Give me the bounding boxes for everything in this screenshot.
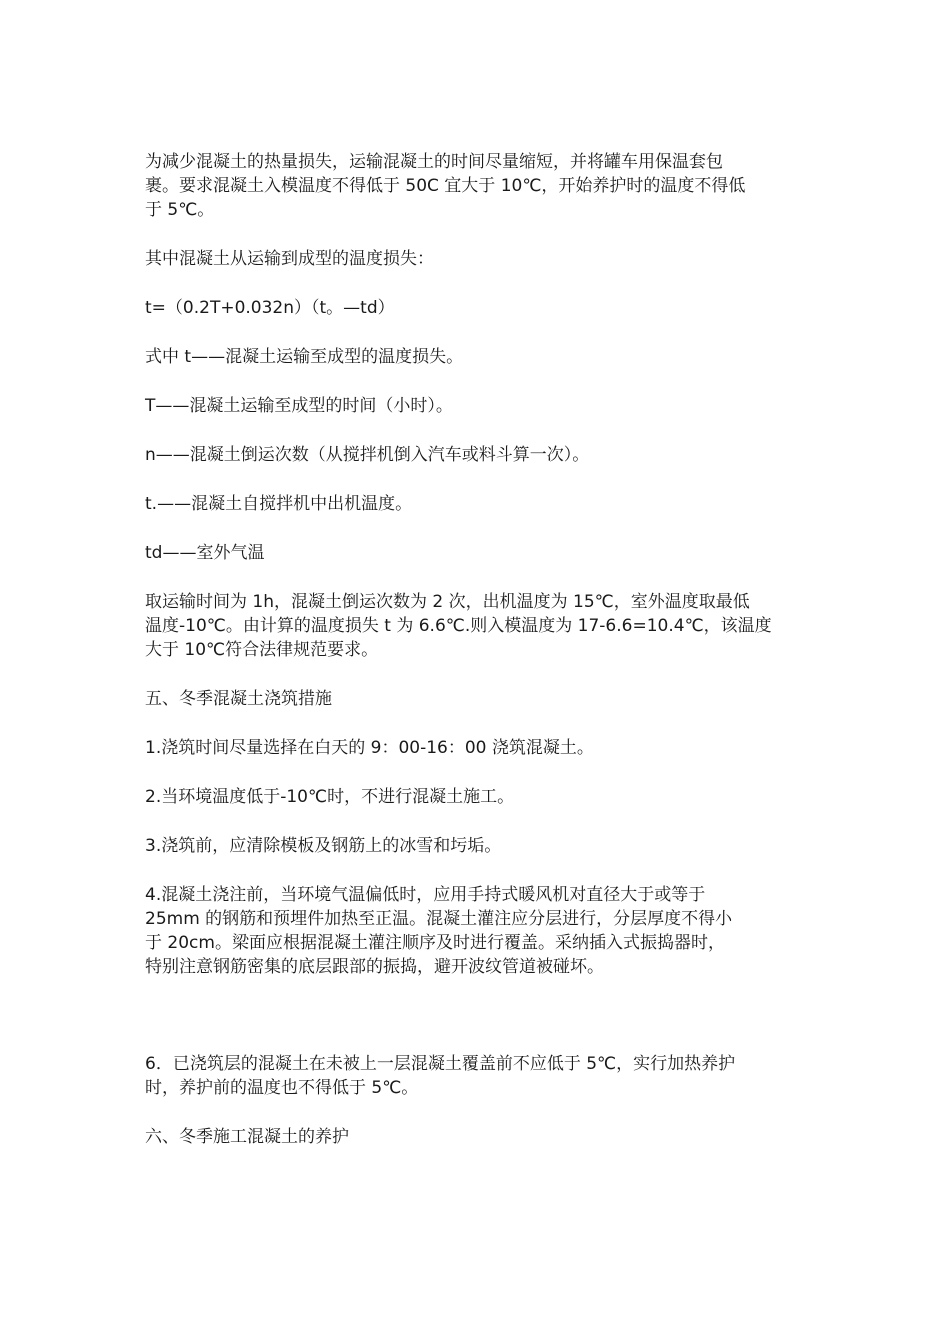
paragraph-definition-t — [145, 345, 810, 369]
text-line: n——混凝土倒运次数（从搅拌机倒入汽车或料斗算一次）。 — [145, 445, 590, 465]
text-line: 特别注意钢筋密集的底层跟部的振捣，避开波纹管道被碰坏。 — [145, 957, 604, 977]
list-item-2 — [145, 785, 810, 809]
text-line: 4.混凝土浇注前，当环境气温偏低时，应用手持式暖风机对直径大于或等于 — [145, 885, 706, 905]
paragraph-definition-td — [145, 541, 810, 565]
text-line: T——混凝土运输至成型的时间（小时）。 — [145, 396, 453, 416]
list-item-3 — [145, 834, 810, 858]
document-body — [145, 150, 810, 1174]
text-line: td——室外气温 — [145, 543, 265, 563]
paragraph-temperature-loss-intro — [145, 247, 810, 271]
paragraph-concrete-heat-loss — [145, 150, 810, 222]
text-line: 3.浇筑前，应清除模板及钢筋上的冰雪和圬垢。 — [145, 836, 502, 856]
text-line: 2.当环境温度低于-10℃时，不进行混凝土施工。 — [145, 787, 515, 807]
section-heading-6 — [145, 1125, 810, 1149]
list-item-6 — [145, 1052, 810, 1100]
text-line: 裹。要求混凝土入模温度不得低于 50C 宜大于 10℃，开始养护时的温度不得低 — [145, 176, 746, 196]
list-item-4 — [145, 883, 810, 979]
text-line: 取运输时间为 1h，混凝土倒运次数为 2 次，出机温度为 15℃，室外温度取最低 — [145, 592, 750, 612]
heading-text: 五、冬季混凝土浇筑措施 — [145, 689, 332, 709]
text-line: 为减少混凝土的热量损失，运输混凝土的时间尽量缩短，并将罐车用保温套包 — [145, 152, 723, 172]
text-line: t.——混凝土自搅拌机中出机温度。 — [145, 494, 413, 514]
paragraph-definition-t0 — [145, 492, 810, 516]
text-line: 式中 t——混凝土运输至成型的温度损失。 — [145, 347, 464, 367]
paragraph-calculation — [145, 590, 810, 662]
text-line: 1.浇筑时间尽量选择在白天的 9：00-16：00 浇筑混凝土。 — [145, 738, 594, 758]
text-line: 大于 10℃符合法律规范要求。 — [145, 640, 379, 660]
formula-text: t=（0.2T+0.032n）（t。—td） — [145, 298, 395, 318]
list-item-1 — [145, 736, 810, 760]
section-heading-5 — [145, 687, 810, 711]
blank-space — [145, 1004, 810, 1052]
text-line: 时，养护前的温度也不得低于 5℃。 — [145, 1078, 419, 1098]
text-line: 6．已浇筑层的混凝土在未被上一层混凝土覆盖前不应低于 5℃，实行加热养护 — [145, 1054, 736, 1074]
text-line: 其中混凝土从运输到成型的温度损失： — [145, 249, 434, 269]
text-line: 25mm 的钢筋和预埋件加热至正温。混凝土灌注应分层进行，分层厚度不得小 — [145, 909, 733, 929]
text-line: 于 5℃。 — [145, 200, 215, 220]
text-line: 于 20cm。梁面应根据混凝土灌注顺序及时进行覆盖。采纳插入式振捣器时， — [145, 933, 725, 953]
paragraph-definition-T — [145, 394, 810, 418]
text-line: 温度-10℃。由计算的温度损失 t 为 6.6℃.则入模温度为 17-6.6=10.4℃，该温度 — [145, 616, 772, 636]
paragraph-definition-n — [145, 443, 810, 467]
paragraph-formula — [145, 296, 810, 320]
heading-text: 六、冬季施工混凝土的养护 — [145, 1127, 349, 1147]
